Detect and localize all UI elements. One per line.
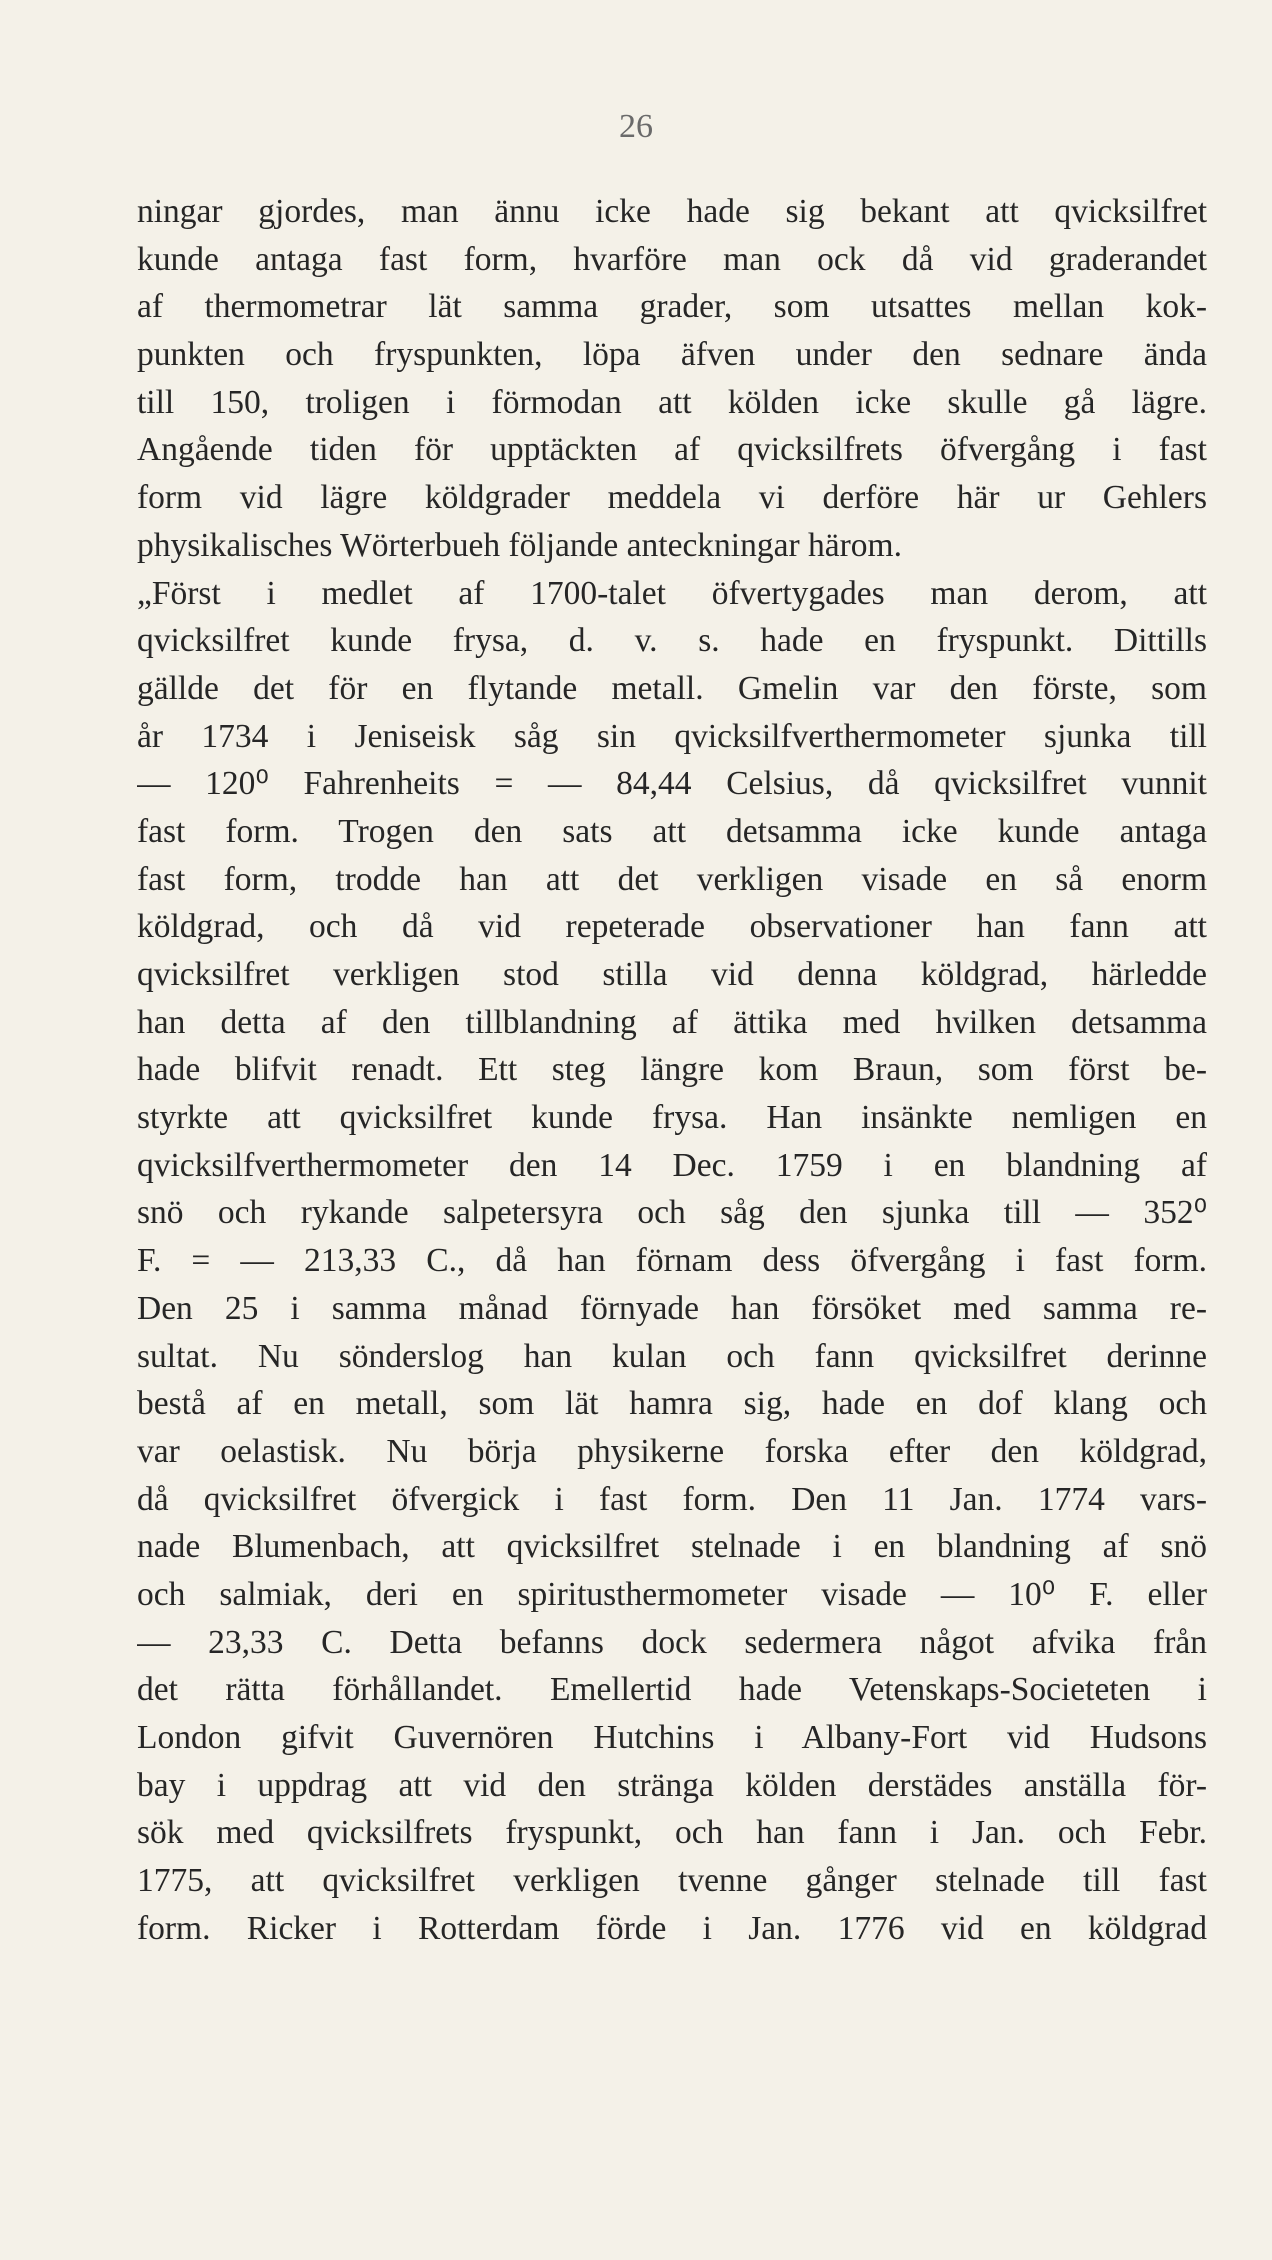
text-line: Angående tiden för upptäckten af qvicksilfrets öfvergång i fast [137,431,1207,469]
text-line: han detta af den tillblandning af ättika med hvilken detsamma [137,1003,1207,1041]
text-line: då qvicksilfret öfvergick i fast form. Den 11 Jan. 1774 vars- [137,1480,1207,1518]
text-line: kunde antaga fast form, hvarföre man ock då vid graderandet [137,240,1207,278]
text-line: qvicksilfret verkligen stod stilla vid denna köldgrad, härledde [137,956,1207,993]
text-line: till 150, troligen i förmodan att kölden icke skulle gå lägre. [137,383,1207,421]
text-line: punkten och fryspunkten, löpa äfven under den sednare ända [137,336,1207,374]
text-line: sultat. Nu sönderslog han kulan och fann qvicksilfret derinne [137,1337,1207,1375]
text-line: F. = — 213,33 C., då han förnam dess öfvergång i fast form. [137,1242,1207,1280]
text-line: fast form. Trogen den sats att detsamma icke kunde antaga [137,812,1207,850]
text-line: — 23,33 C. Detta befanns dock sedermera något afvika från [137,1623,1207,1661]
text-line: år 1734 i Jeniseisk såg sin qvicksilfverthermometer sjunka till [137,717,1207,755]
body-text [137,188,1207,1952]
text-line: styrkte att qvicksilfret kunde frysa. Han insänkte nemligen en [137,1099,1207,1137]
page-number: 26 [619,108,653,145]
text-line: bestå af en metall, som lät hamra sig, hade en dof klang och [137,1385,1207,1423]
text-line: nade Blumenbach, att qvicksilfret stelnade i en blandning af snö [137,1528,1207,1566]
text-line: London gifvit Guvernören Hutchins i Albany-Fort vid Hudsons [137,1719,1207,1756]
text-line: det rätta förhållandet. Emellertid hade Vetenskaps-Societeten i [137,1671,1207,1709]
text-line: bay i uppdrag att vid den stränga kölden derstädes anställa för- [137,1766,1207,1804]
text-line: gällde det för en flytande metall. Gmelin var den förste, som [137,669,1207,707]
text-line: fast form, trodde han att det verkligen visade en så enorm [137,860,1207,898]
text-line: Den 25 i samma månad förnyade han försöket med samma re- [137,1289,1207,1327]
text-line: physikalisches Wörterbueh följande anteckningar härom. [137,526,902,564]
text-line: 1775, att qvicksilfret verkligen tvenne gånger stelnade till fast [137,1862,1207,1900]
text-line: — 120⁰ Fahrenheits = — 84,44 Celsius, då qvicksilfret vunnit [137,765,1207,803]
text-line: köldgrad, och då vid repeterade observationer han fann att [137,908,1207,946]
text-line: ningar gjordes, man ännu icke hade sig bekant att qvicksilfret [137,193,1207,230]
text-line: „Först i medlet af 1700-talet öfvertygades man derom, att [137,574,1207,612]
text-line: af thermometrar lät samma grader, som utsattes mellan kok- [137,288,1207,326]
text-line: var oelastisk. Nu börja physikerne forska efter den köldgrad, [137,1432,1207,1470]
text-line: qvicksilfret kunde frysa, d. v. s. hade en fryspunkt. Dittills [137,622,1207,660]
text-line: sök med qvicksilfrets fryspunkt, och han fann i Jan. och Febr. [137,1814,1207,1852]
text-line: snö och rykande salpetersyra och såg den sjunka till — 352⁰ [137,1194,1207,1232]
text-line: form. Ricker i Rotterdam förde i Jan. 1776 vid en köldgrad [137,1909,1207,1947]
text-line: qvicksilfverthermometer den 14 Dec. 1759 i en blandning af [137,1146,1207,1184]
text-line: och salmiak, deri en spiritusthermometer visade — 10⁰ F. eller [137,1575,1207,1613]
text-line: hade blifvit renadt. Ett steg längre kom Braun, som först be- [137,1051,1207,1089]
text-line: form vid lägre köldgrader meddela vi derföre här ur Gehlers [137,479,1207,517]
